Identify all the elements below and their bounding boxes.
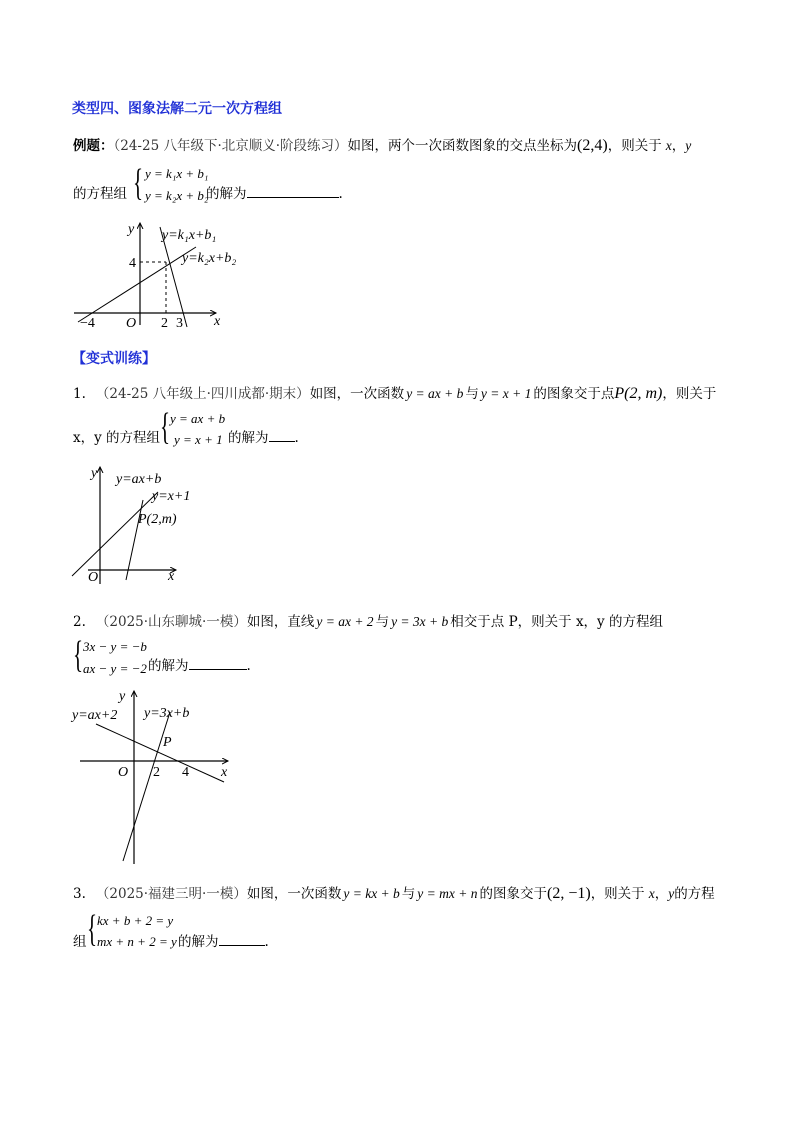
tick-3: 3 xyxy=(176,316,183,330)
axis-y-label: y xyxy=(128,222,135,237)
origin-label: O xyxy=(88,570,99,585)
origin-label: O xyxy=(118,765,129,780)
point-p-label: P xyxy=(163,735,172,750)
problem-1-line-2-pre: x，y 的方程组 xyxy=(73,430,161,446)
problem-2-text-2: 相交于点 P，则关于 x，y 的方程组 xyxy=(450,614,663,630)
problem-2-answer-blank[interactable] xyxy=(189,656,247,670)
problem-3-end: . xyxy=(264,934,269,950)
axis-y-label: y xyxy=(91,466,98,481)
example-line-2-pre: 的方程组 xyxy=(73,186,127,202)
example-eq-1: y = k₁x + b₁ xyxy=(145,166,209,181)
tick-4: 4 xyxy=(129,256,136,271)
example-text-2: ，则关于 xyxy=(607,138,662,154)
problem-3-eq-2: mx + n + 2 = y xyxy=(97,934,177,949)
problem-1-end: . xyxy=(294,430,299,446)
problem-2-f1: y = ax + 2 xyxy=(316,614,374,629)
example-line-1 xyxy=(73,134,691,155)
example-text-1: 如图，两个一次函数图象的交点坐标为 xyxy=(347,138,578,154)
problem-3-text-2: 的图象交于 xyxy=(479,886,547,902)
tick-2: 2 xyxy=(161,316,168,330)
problem-1-point: P(2, m) xyxy=(614,385,663,402)
problem-2-line-1 xyxy=(73,610,663,630)
problem-1-number: 1. xyxy=(73,386,86,402)
problem-3-var-y: y xyxy=(668,886,675,901)
problem-3-source: （2025·福建三明·一模） xyxy=(95,886,247,902)
problem-3-text-4: 的方程 xyxy=(674,886,715,902)
problem-1-text-3: ，则关于 xyxy=(662,386,717,402)
problem-3-text-3: ，则关于 xyxy=(590,886,645,902)
problem-1-eq-2: y = x + 1 xyxy=(174,432,223,447)
example-var-x: x xyxy=(665,138,672,153)
example-sep: ， xyxy=(671,138,686,154)
problem-3-line-2-pre: 组 xyxy=(73,934,87,950)
problem-1-source: （24-25 八年级上·四川成都·期末） xyxy=(95,386,310,402)
section-title: 类型四、图象法解二元一次方程组 xyxy=(72,101,282,117)
problem-1-answer-blank[interactable] xyxy=(269,428,295,442)
line-k2 xyxy=(78,247,196,322)
example-source: （24-25 八年级下·北京顺义·阶段练习） xyxy=(113,138,348,154)
line-ax-plus-2-label: y=ax+2 xyxy=(72,708,118,723)
line-k1-label: y=k₁x+b₁ xyxy=(162,228,217,243)
problem-1-conj: 与 xyxy=(465,386,479,402)
variant-title: 【变式训练】 xyxy=(72,351,156,367)
example-line-2-post xyxy=(206,182,343,202)
line-3x-plus-b-label: y=3x+b xyxy=(144,706,190,721)
example-end: . xyxy=(338,186,343,202)
example-graph xyxy=(66,215,241,330)
brace-icon: { xyxy=(160,406,171,448)
line-ax-plus-b-label: y=ax+b xyxy=(116,472,162,487)
problem-3-text-1: 如图，一次函数 xyxy=(246,886,342,902)
problem-2-answer-prompt: 的解为 xyxy=(148,658,189,674)
problem-2-text-1: 如图，直线 xyxy=(246,614,315,630)
example-eq-2: y = k₂x + b₂ xyxy=(145,188,209,203)
axis-x-label: x xyxy=(221,765,228,780)
problem-1-line-1 xyxy=(73,382,716,403)
problem-3-var-x: x xyxy=(648,886,655,901)
problem-3-conj: 与 xyxy=(401,886,416,902)
tick-neg4: −4 xyxy=(80,316,95,330)
axis-x-label: x xyxy=(214,314,221,329)
problem-2-eq-2: ax − y = −2 xyxy=(83,661,147,676)
example-point: (2,4) xyxy=(577,137,608,154)
tick-2: 2 xyxy=(153,765,160,780)
line-ax-plus-2 xyxy=(96,724,224,782)
problem-3-answer-prompt: 的解为 xyxy=(178,934,219,950)
example-label: 例题： xyxy=(73,138,114,154)
brace-icon: { xyxy=(133,162,144,204)
brace-icon: { xyxy=(73,634,84,676)
line-x-plus-1-label: y=x+1 xyxy=(152,489,191,504)
problem-2-eq-1: 3x − y = −b xyxy=(83,639,147,654)
problem-3-f2: y = mx + n xyxy=(417,886,478,901)
problem-1-answer-prompt: 的解为 xyxy=(228,430,269,446)
problem-3-f1: y = kx + b xyxy=(343,886,400,901)
brace-icon: { xyxy=(87,908,98,950)
problem-1-f1: y = ax + b xyxy=(406,386,464,401)
origin-label: O xyxy=(126,316,137,330)
axis-x-label: x xyxy=(168,569,175,584)
problem-2-conj: 与 xyxy=(375,614,390,630)
problem-2-line-2-post xyxy=(148,654,251,674)
problem-1-graph xyxy=(66,462,236,587)
problem-3-equation-system xyxy=(87,910,187,954)
problem-2-end: . xyxy=(246,658,251,674)
tick-4: 4 xyxy=(182,765,189,780)
problem-1-text-1: 如图，一次函数 xyxy=(309,386,405,402)
example-answer-prompt: 的解为 xyxy=(206,186,247,202)
example-var-y: y xyxy=(685,138,692,153)
problem-1-eq-1: y = ax + b xyxy=(170,411,226,426)
problem-2-number: 2. xyxy=(73,614,86,630)
example-equation-system xyxy=(133,164,213,208)
problem-2-source: （2025·山东聊城·一模） xyxy=(95,614,247,630)
problem-3-point: (2, −1) xyxy=(547,885,591,902)
example-answer-blank[interactable] xyxy=(247,184,339,198)
problem-1-equation-system xyxy=(160,408,230,452)
problem-3-number: 3. xyxy=(73,886,86,902)
line-k2-label: y=k₂x+b₂ xyxy=(182,251,237,266)
point-p-label: P(2,m) xyxy=(138,512,177,527)
problem-3-eq-1: kx + b + 2 = y xyxy=(97,913,174,928)
problem-2-f2: y = 3x + b xyxy=(391,614,449,629)
problem-3-line-1 xyxy=(73,882,715,903)
problem-3-answer-blank[interactable] xyxy=(219,932,265,946)
problem-1-line-2-post xyxy=(228,426,299,446)
problem-2-equation-system xyxy=(73,636,153,680)
problem-2-graph xyxy=(66,686,246,868)
problem-1-text-2: 的图象交于点 xyxy=(533,386,615,402)
problem-3-sep: ， xyxy=(654,886,669,902)
problem-1-f2: y = x + 1 xyxy=(480,386,532,401)
axis-y-label: y xyxy=(119,689,126,704)
problem-3-line-2-post xyxy=(178,930,269,950)
line-x-plus-1 xyxy=(72,492,158,576)
